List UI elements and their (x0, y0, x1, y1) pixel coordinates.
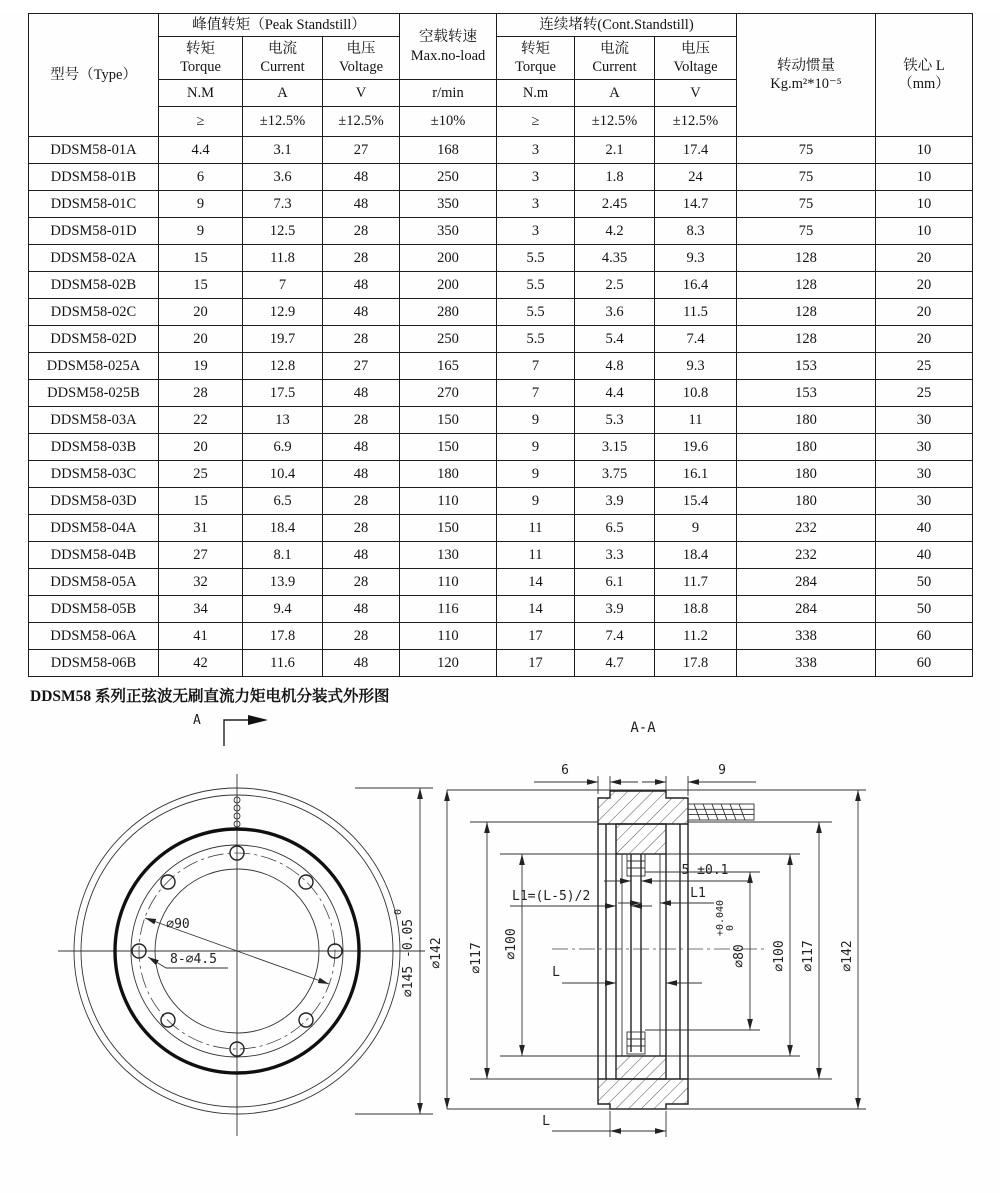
section-view (429, 720, 866, 1137)
value-cell: 200 (400, 272, 497, 299)
value-cell: 128 (737, 326, 876, 353)
tol-cont-torque: ≥ (497, 107, 575, 137)
value-cell: 19.6 (655, 434, 737, 461)
value-cell: 232 (737, 542, 876, 569)
value-cell: 41 (159, 623, 243, 650)
value-cell: 10 (876, 164, 973, 191)
value-cell: 7.3 (243, 191, 323, 218)
model-cell: DDSM58-03A (29, 407, 159, 434)
bottom-flange (598, 1079, 688, 1109)
value-cell: 50 (876, 569, 973, 596)
header-core (876, 14, 973, 137)
stator-core-top (616, 824, 666, 854)
model-cell: DDSM58-02C (29, 299, 159, 326)
model-cell: DDSM58-025B (29, 380, 159, 407)
value-cell: 16.4 (655, 272, 737, 299)
value-cell: 60 (876, 623, 973, 650)
model-cell: DDSM58-02A (29, 245, 159, 272)
value-cell: 350 (400, 191, 497, 218)
value-cell: 17.8 (655, 650, 737, 677)
value-cell: 42 (159, 650, 243, 677)
value-cell: 9 (497, 434, 575, 461)
unit-cont-voltage: V (655, 80, 737, 107)
unit-cont-torque: N.m (497, 80, 575, 107)
value-cell: 168 (400, 137, 497, 164)
value-cell: 20 (159, 326, 243, 353)
value-cell: 338 (737, 650, 876, 677)
value-cell: 17.8 (243, 623, 323, 650)
value-cell: 8.3 (655, 218, 737, 245)
value-cell: 116 (400, 596, 497, 623)
header-inertia (737, 14, 876, 137)
value-cell: 3.1 (243, 137, 323, 164)
value-cell: 16.1 (655, 461, 737, 488)
model-cell: DDSM58-01D (29, 218, 159, 245)
spec-row (29, 137, 973, 164)
spec-row (29, 461, 973, 488)
spec-row (29, 380, 973, 407)
value-cell: 11.2 (655, 623, 737, 650)
dim-label-142-right: ∅142 (840, 940, 855, 972)
value-cell: 48 (323, 272, 400, 299)
spec-row (29, 353, 973, 380)
value-cell: 4.7 (575, 650, 655, 677)
value-cell: 48 (323, 434, 400, 461)
value-cell: 48 (323, 380, 400, 407)
value-cell: 15 (159, 488, 243, 515)
value-cell: 128 (737, 299, 876, 326)
dim-label-142-left: ∅142 (429, 937, 444, 969)
model-cell: DDSM58-03D (29, 488, 159, 515)
value-cell: 15.4 (655, 488, 737, 515)
value-cell: 12.5 (243, 218, 323, 245)
value-cell: 150 (400, 434, 497, 461)
spec-row (29, 596, 973, 623)
value-cell: 3.6 (575, 299, 655, 326)
spec-row (29, 272, 973, 299)
value-cell: 5.5 (497, 272, 575, 299)
value-cell: 232 (737, 515, 876, 542)
value-cell: 6.1 (575, 569, 655, 596)
value-cell: 22 (159, 407, 243, 434)
value-cell: 13.9 (243, 569, 323, 596)
value-cell: 338 (737, 623, 876, 650)
value-cell: 28 (323, 488, 400, 515)
header-peak-torque: 转矩 Torque (159, 37, 243, 80)
value-cell: 110 (400, 569, 497, 596)
front-view (58, 774, 433, 1136)
value-cell: 153 (737, 380, 876, 407)
top-flange (598, 791, 688, 824)
value-cell: 28 (323, 623, 400, 650)
value-cell: 28 (323, 407, 400, 434)
value-cell: 20 (876, 326, 973, 353)
value-cell: 48 (323, 461, 400, 488)
value-cell: 2.1 (575, 137, 655, 164)
value-cell: 250 (400, 164, 497, 191)
value-cell: 5.5 (497, 245, 575, 272)
value-cell: 11.5 (655, 299, 737, 326)
dim-label-80-lower-tol: 0 (725, 924, 736, 932)
dim-label-outer-dia-upper-tol: 0 (393, 908, 404, 916)
header-cont-voltage: 电压 Voltage (655, 37, 737, 80)
value-cell: 48 (323, 596, 400, 623)
value-cell: 9 (159, 218, 243, 245)
value-cell: 19.7 (243, 326, 323, 353)
value-cell: 153 (737, 353, 876, 380)
spec-row (29, 569, 973, 596)
unit-speed: r/min (400, 80, 497, 107)
technical-drawing (0, 706, 1000, 1156)
value-cell: 5.5 (497, 299, 575, 326)
value-cell: 3.9 (575, 596, 655, 623)
value-cell: 5.5 (497, 326, 575, 353)
value-cell: 11 (655, 407, 737, 434)
spec-row (29, 407, 973, 434)
value-cell: 75 (737, 164, 876, 191)
spec-row (29, 542, 973, 569)
spec-row (29, 623, 973, 650)
value-cell: 28 (323, 245, 400, 272)
dim-overall-length (542, 1111, 666, 1137)
value-cell: 30 (876, 488, 973, 515)
dim-top-6 (534, 763, 638, 794)
model-cell: DDSM58-025A (29, 353, 159, 380)
value-cell: 5.4 (575, 326, 655, 353)
dim-label-bolt-circle: ∅90 (166, 917, 190, 932)
value-cell: 10.4 (243, 461, 323, 488)
value-cell: 180 (400, 461, 497, 488)
value-cell: 7.4 (575, 623, 655, 650)
value-cell: 75 (737, 137, 876, 164)
dim-label-100-right: ∅100 (772, 940, 787, 972)
tol-peak-current: ±12.5% (243, 107, 323, 137)
spec-row (29, 515, 973, 542)
value-cell: 11.6 (243, 650, 323, 677)
value-cell: 2.5 (575, 272, 655, 299)
value-cell: 180 (737, 488, 876, 515)
value-cell: 150 (400, 407, 497, 434)
value-cell: 17.4 (655, 137, 737, 164)
tol-speed: ±10% (400, 107, 497, 137)
tol-cont-voltage: ±12.5% (655, 107, 737, 137)
value-cell: 11.7 (655, 569, 737, 596)
value-cell: 10 (876, 137, 973, 164)
value-cell: 10 (876, 191, 973, 218)
value-cell: 9 (159, 191, 243, 218)
model-cell: DDSM58-05B (29, 596, 159, 623)
value-cell: 3.3 (575, 542, 655, 569)
value-cell: 30 (876, 434, 973, 461)
value-cell: 27 (159, 542, 243, 569)
value-cell: 9.3 (655, 245, 737, 272)
value-cell: 14 (497, 569, 575, 596)
header-noload (400, 14, 497, 80)
spec-row (29, 326, 973, 353)
value-cell: 4.35 (575, 245, 655, 272)
value-cell: 28 (323, 569, 400, 596)
value-cell: 180 (737, 434, 876, 461)
dim-label-80-upper-tol: +0.040 (715, 899, 726, 937)
dim-label-6: 6 (561, 763, 569, 778)
value-cell: 284 (737, 596, 876, 623)
value-cell: 20 (876, 272, 973, 299)
header-inertia-cn: 转动惯量 (777, 57, 836, 74)
spec-row (29, 218, 973, 245)
value-cell: 12.8 (243, 353, 323, 380)
header-peak-voltage: 电压 Voltage (323, 37, 400, 80)
value-cell: 128 (737, 272, 876, 299)
value-cell: 30 (876, 461, 973, 488)
value-cell: 40 (876, 515, 973, 542)
value-cell: 28 (323, 218, 400, 245)
spec-row (29, 434, 973, 461)
value-cell: 17 (497, 650, 575, 677)
value-cell: 27 (323, 137, 400, 164)
value-cell: 6.5 (243, 488, 323, 515)
spec-row (29, 488, 973, 515)
value-cell: 48 (323, 164, 400, 191)
value-cell: 13 (243, 407, 323, 434)
header-cont-current: 电流 Current (575, 37, 655, 80)
value-cell: 4.4 (159, 137, 243, 164)
value-cell: 28 (323, 326, 400, 353)
model-cell: DDSM58-02D (29, 326, 159, 353)
unit-cont-current: A (575, 80, 655, 107)
value-cell: 10.8 (655, 380, 737, 407)
value-cell: 165 (400, 353, 497, 380)
value-cell: 7 (497, 380, 575, 407)
value-cell: 40 (876, 542, 973, 569)
value-cell: 19 (159, 353, 243, 380)
value-cell: 4.2 (575, 218, 655, 245)
model-cell: DDSM58-04B (29, 542, 159, 569)
value-cell: 180 (737, 461, 876, 488)
rotor-disc (627, 854, 645, 1054)
value-cell: 3 (497, 218, 575, 245)
spec-table (28, 13, 973, 677)
header-core-cn: 铁心 L (903, 57, 945, 74)
header-cont-group: 连续堵转(Cont.Standstill) (497, 14, 737, 37)
value-cell: 3 (497, 137, 575, 164)
model-cell: DDSM58-01A (29, 137, 159, 164)
value-cell: 18.8 (655, 596, 737, 623)
value-cell: 32 (159, 569, 243, 596)
value-cell: 20 (876, 299, 973, 326)
value-cell: 11.8 (243, 245, 323, 272)
value-cell: 280 (400, 299, 497, 326)
value-cell: 5.3 (575, 407, 655, 434)
value-cell: 18.4 (655, 542, 737, 569)
value-cell: 284 (737, 569, 876, 596)
value-cell: 6 (159, 164, 243, 191)
value-cell: 130 (400, 542, 497, 569)
header-noload-en: Max.no-load (410, 47, 486, 64)
model-cell: DDSM58-01C (29, 191, 159, 218)
header-peak-group: 峰值转矩（Peak Standstill） (159, 14, 400, 37)
model-cell: DDSM58-03B (29, 434, 159, 461)
value-cell: 48 (323, 542, 400, 569)
spec-row (29, 650, 973, 677)
section-title: A-A (630, 720, 656, 736)
value-cell: 350 (400, 218, 497, 245)
value-cell: 7 (243, 272, 323, 299)
spec-row (29, 191, 973, 218)
cable-exit (688, 804, 754, 820)
value-cell: 11 (497, 515, 575, 542)
value-cell: 9.4 (243, 596, 323, 623)
model-cell: DDSM58-05A (29, 569, 159, 596)
header-type: 型号（Type） (29, 14, 159, 137)
value-cell: 9 (497, 461, 575, 488)
value-cell: 6.5 (575, 515, 655, 542)
value-cell: 28 (159, 380, 243, 407)
model-cell: DDSM58-01B (29, 164, 159, 191)
dim-label-mount-holes: 8-∅4.5 (170, 952, 217, 967)
spec-row (29, 245, 973, 272)
cut-arrow-icon (248, 715, 268, 725)
value-cell: 48 (323, 299, 400, 326)
value-cell: 75 (737, 191, 876, 218)
dim-label-overall-len: L (542, 1114, 550, 1129)
model-cell: DDSM58-04A (29, 515, 159, 542)
unit-peak-torque: N.M (159, 80, 243, 107)
value-cell: 3.6 (243, 164, 323, 191)
value-cell: 25 (159, 461, 243, 488)
value-cell: 24 (655, 164, 737, 191)
dim-label-core-len: L (552, 965, 560, 980)
value-cell: 110 (400, 488, 497, 515)
model-cell: DDSM58-02B (29, 272, 159, 299)
value-cell: 75 (737, 218, 876, 245)
dim-label-117-right: ∅117 (801, 940, 816, 972)
value-cell: 128 (737, 245, 876, 272)
value-cell: 25 (876, 353, 973, 380)
value-cell: 150 (400, 515, 497, 542)
cut-marker-label: A (193, 713, 201, 728)
value-cell: 60 (876, 650, 973, 677)
tol-peak-voltage: ±12.5% (323, 107, 400, 137)
value-cell: 10 (876, 218, 973, 245)
header-core-unit: （mm） (898, 76, 950, 92)
header-inertia-unit: Kg.m²*10⁻⁵ (770, 76, 842, 92)
value-cell: 48 (323, 191, 400, 218)
value-cell: 20 (159, 434, 243, 461)
value-cell: 120 (400, 650, 497, 677)
value-cell: 15 (159, 245, 243, 272)
value-cell: 250 (400, 326, 497, 353)
value-cell: 20 (159, 299, 243, 326)
housing-walls (598, 824, 688, 1079)
spec-row (29, 299, 973, 326)
header-cont-torque: 转矩 Torque (497, 37, 575, 80)
model-cell: DDSM58-03C (29, 461, 159, 488)
header-peak-current: 电流 Current (243, 37, 323, 80)
value-cell: 4.4 (575, 380, 655, 407)
value-cell: 6.9 (243, 434, 323, 461)
value-cell: 3.9 (575, 488, 655, 515)
dim-label-l1: L1 (690, 886, 706, 901)
value-cell: 18.4 (243, 515, 323, 542)
value-cell: 110 (400, 623, 497, 650)
value-cell: 27 (323, 353, 400, 380)
dim-label-80: ∅80 (732, 944, 747, 968)
datasheet-page (0, 13, 1000, 1193)
value-cell: 7 (497, 353, 575, 380)
value-cell: 11 (497, 542, 575, 569)
value-cell: 9 (497, 407, 575, 434)
tol-cont-current: ±12.5% (575, 107, 655, 137)
value-cell: 180 (737, 407, 876, 434)
stator-core-bottom (616, 1056, 666, 1079)
value-cell: 9 (497, 488, 575, 515)
model-cell: DDSM58-06A (29, 623, 159, 650)
value-cell: 28 (323, 515, 400, 542)
value-cell: 48 (323, 650, 400, 677)
value-cell: 17 (497, 623, 575, 650)
dim-label-gap: 5 ±0.1 (681, 863, 729, 878)
dim-label-l1-formula: L1=(L-5)/2 (512, 889, 591, 904)
spec-row (29, 164, 973, 191)
value-cell: 34 (159, 596, 243, 623)
section-cut-marker (193, 713, 268, 746)
dim-label-117-left: ∅117 (469, 942, 484, 974)
value-cell: 9 (655, 515, 737, 542)
value-cell: 31 (159, 515, 243, 542)
value-cell: 30 (876, 407, 973, 434)
value-cell: 25 (876, 380, 973, 407)
value-cell: 9.3 (655, 353, 737, 380)
value-cell: 20 (876, 245, 973, 272)
value-cell: 4.8 (575, 353, 655, 380)
tol-peak-torque: ≥ (159, 107, 243, 137)
header-noload-cn: 空载转速 (419, 29, 478, 46)
value-cell: 14.7 (655, 191, 737, 218)
value-cell: 7.4 (655, 326, 737, 353)
value-cell: 1.8 (575, 164, 655, 191)
unit-peak-current: A (243, 80, 323, 107)
dim-label-9: 9 (718, 763, 726, 778)
value-cell: 200 (400, 245, 497, 272)
value-cell: 8.1 (243, 542, 323, 569)
dim-label-outer-dia: ∅145 -0.05 (401, 918, 416, 998)
value-cell: 17.5 (243, 380, 323, 407)
value-cell: 270 (400, 380, 497, 407)
dim-label-100-left: ∅100 (504, 928, 519, 960)
model-cell: DDSM58-06B (29, 650, 159, 677)
value-cell: 12.9 (243, 299, 323, 326)
value-cell: 2.45 (575, 191, 655, 218)
value-cell: 15 (159, 272, 243, 299)
value-cell: 3 (497, 191, 575, 218)
unit-peak-voltage: V (323, 80, 400, 107)
value-cell: 3 (497, 164, 575, 191)
drawing-caption: DDSM58 系列正弦波无刷直流力矩电机分装式外形图 (30, 688, 390, 705)
value-cell: 3.75 (575, 461, 655, 488)
value-cell: 3.15 (575, 434, 655, 461)
spec-table-body (29, 137, 973, 677)
value-cell: 50 (876, 596, 973, 623)
value-cell: 14 (497, 596, 575, 623)
